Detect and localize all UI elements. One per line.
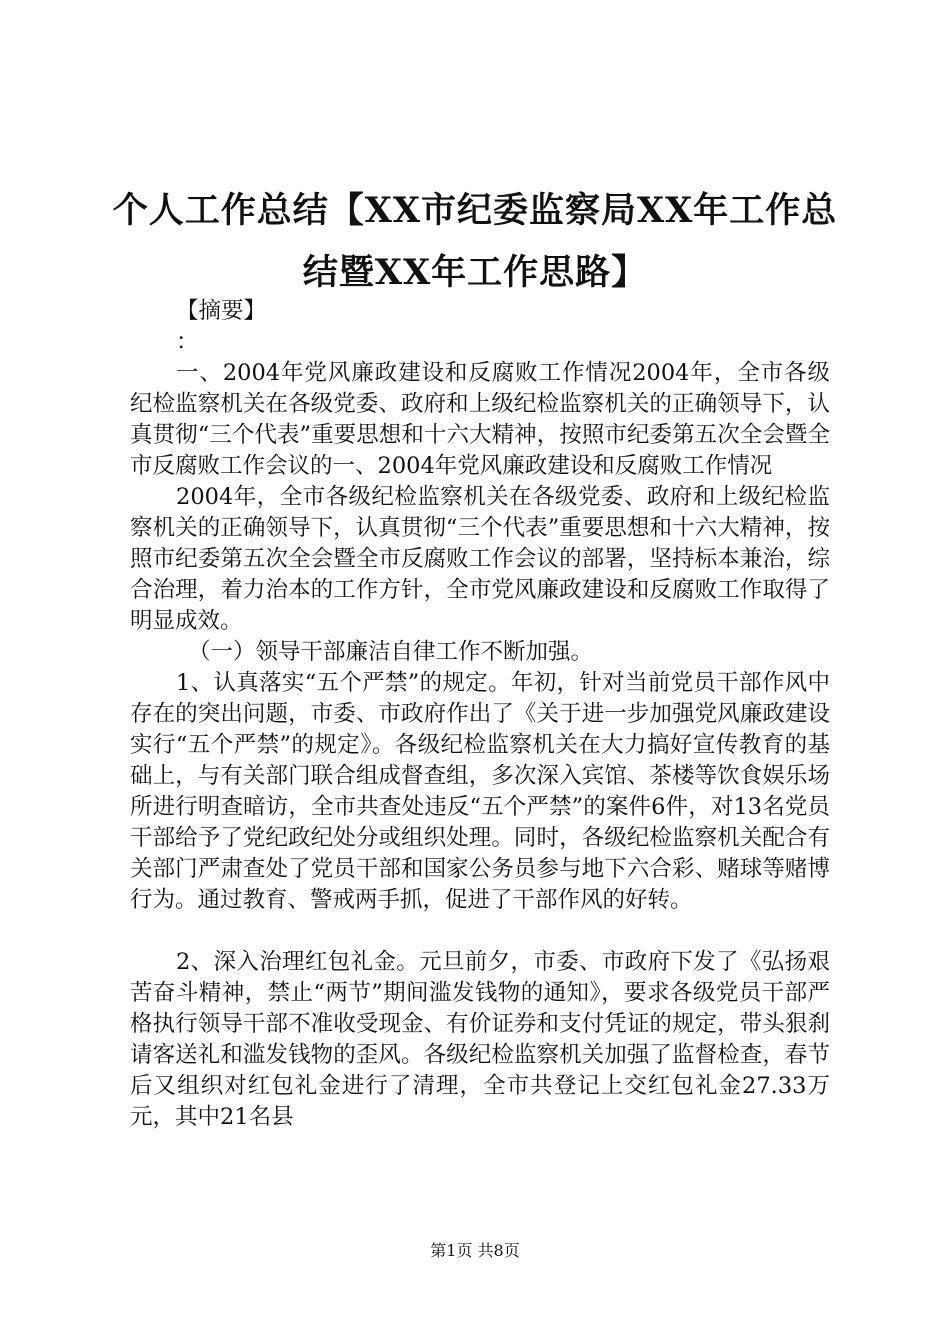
document-body [130, 296, 830, 1133]
section-heading: （一）领导干部廉洁自律工作不断加强。 [188, 639, 594, 665]
paragraph: 1、认真落实“五个严禁”的规定。年初，针对当前党员干部作风中存在的突出问题，市委、市政府作出了《关于进一步加强党风廉政建设实行“五个严禁”的规定》。各级纪检监察机关在大力搞好宣传教育的基础上，与有关部门联合组成督查组，多次深入宾馆、茶楼等饮食娱乐场所进行明查暗访，全市共查处违反“五个严禁”的案件6件，对13名党员干部给予了党纪政纪处分或组织处理。同时，各级纪检监察机关配合有关部门严肃查处了党员干部和国家公务员参与地下六合彩、赌球等赌博行为。通过教育、警戒两手抓，促进了干部作风的好转。 [130, 670, 830, 913]
document-title: 个人工作总结【XX市纪委监察局XX年工作总结暨XX年工作思路】 [112, 190, 838, 293]
page-number-footer: 第1页 共8页 [430, 1241, 520, 1260]
paragraph-spacer [130, 916, 830, 947]
abstract-colon: ： [176, 329, 199, 355]
paragraph: 一、2004年党风廉政建设和反腐败工作情况2004年，全市各级纪检监察机关在各级党委、政府和上级纪检监察机关的正确领导下，认真贯彻“三个代表”重要思想和十六大精神，按照市纪委第五次全会暨全市反腐败工作会议的一、2004年党风廉政建设和反腐败工作情况 [130, 360, 830, 479]
abstract-label: 【摘要】 [176, 298, 267, 324]
paragraph: 2、深入治理红包礼金。元旦前夕，市委、市政府下发了《弘扬艰苦奋斗精神，禁止“两节”期间滥发钱物的通知》，要求各级党员干部严格执行领导干部不准收受现金、有价证券和支付凭证的规定，带头狠刹请客送礼和滥发钱物的歪风。各级纪检监察机关加强了监督检查，春节后又组织对红包礼金进行了清理，全市共登记上交红包礼金27.33万元，其中21名县 [130, 949, 830, 1130]
paragraph: 2004年，全市各级纪检监察机关在各级党委、政府和上级纪检监察机关的正确领导下，认真贯彻“三个代表”重要思想和十六大精神，按照市纪委第五次全会暨全市反腐败工作会议的部署，坚持标本兼治，综合治理，着力治本的工作方针，全市党风廉政建设和反腐败工作取得了明显成效。 [130, 484, 830, 634]
